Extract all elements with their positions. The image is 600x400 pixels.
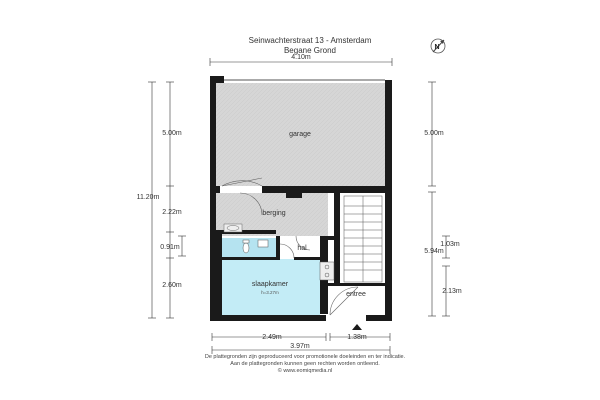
toilet-icon [243,243,249,253]
label-slaapkamer: slaapkamer [251,281,289,288]
compass-north-label: N [434,44,440,51]
dim-left-1: 5.00m [162,130,182,137]
dim-bottom-2: 1.38m [347,334,367,341]
plan-floor-name: Begane Grond [283,46,337,55]
kitchenette [320,262,334,280]
label-slaapkamer-height: h=3.27m [261,290,279,295]
dim-bottom-1: 2.49m [262,334,282,341]
dimension-right [428,82,450,316]
dim-left-total: 11.20m [136,194,160,201]
dim-bottom-total: 3.97m [290,343,310,350]
room-bathroom [222,238,280,257]
compass-icon [431,39,445,53]
sink-icon [258,240,268,247]
dim-left-3: 0.91m [160,244,180,251]
dim-left-2: 2.22m [162,209,182,216]
dimension-top-label: 4.10m [291,54,311,61]
entrance-arrow-icon [352,324,362,330]
label-berging: berging [262,210,286,217]
plan-address: Seinwachterstraat 13 - Amsterdam [248,36,372,45]
disclaimer-line-1: De plattegronden zijn geproduceerd voor promotionele doeleinden en ter indicatie. [204,354,406,360]
dim-right-4: 2.13m [442,288,462,295]
label-entree: entree [346,291,366,298]
dim-right-1: 5.00m [424,130,444,137]
dim-right-2: 5.94m [424,248,444,255]
disclaimer-line-2: Aan de plattegronden kunnen geen rechten worden ontleend. [230,361,380,367]
dim-left-4: 2.60m [162,282,182,289]
copyright-link[interactable]: © www.eomiqmedia.nl [277,368,333,374]
label-garage: garage [289,131,311,138]
dim-right-3: 1.03m [440,241,460,248]
label-hal: hal [297,245,307,252]
